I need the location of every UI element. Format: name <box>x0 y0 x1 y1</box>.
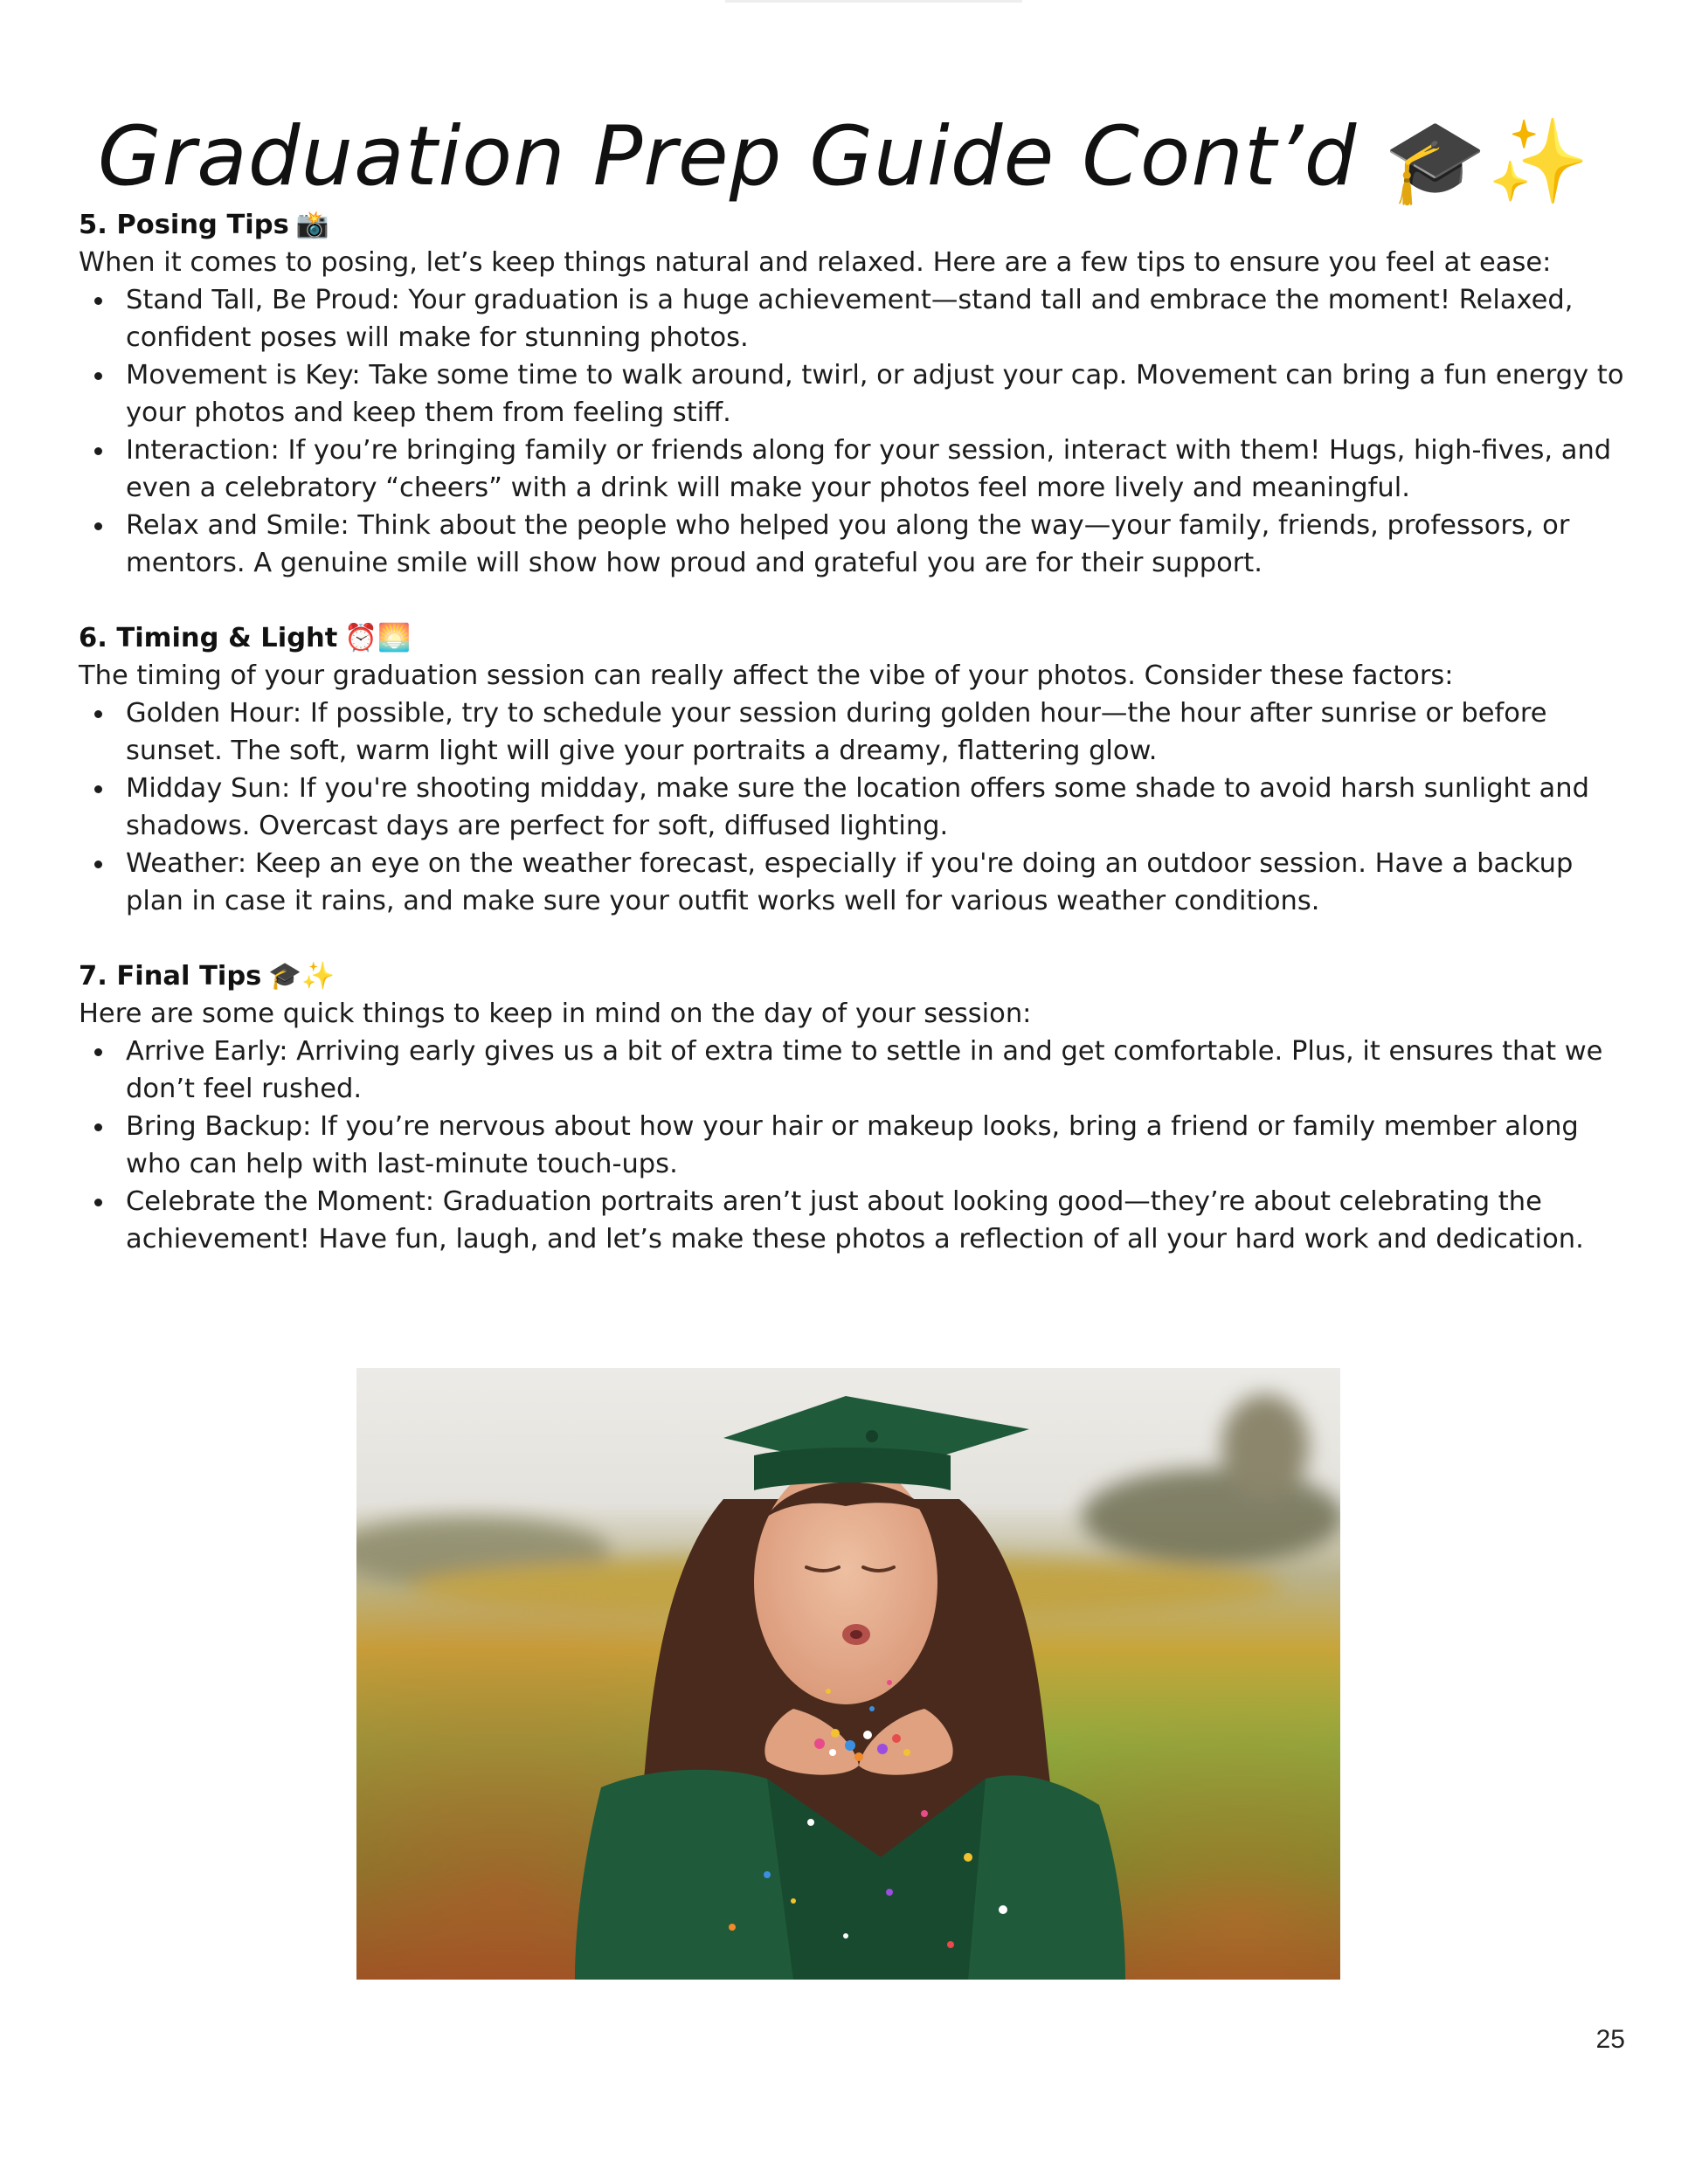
tips-list <box>79 695 1625 920</box>
graduation-cap-sparkles-icon: 🎓✨ <box>1384 114 1591 211</box>
section-intro: When it comes to posing, let’s keep things natural and relaxed. Here are a few tips to ensure you feel at ease: <box>79 247 1552 278</box>
list-item: Interaction: If you’re bringing family or friends along for your session, interact with them! Hugs, high-fives, and even a celebratory “cheers” with a drink will make your photos feel more lively and meaningful. <box>126 432 1625 507</box>
tips-list <box>79 281 1625 582</box>
section-intro: The timing of your graduation session can really affect the vibe of your photos. Consider these factors: <box>79 660 1454 691</box>
list-item: Stand Tall, Be Proud: Your graduation is a huge achievement—stand tall and embrace the moment! Relaxed, confident poses will make for stunning photos. <box>126 281 1625 356</box>
section-posing-tips <box>79 206 1625 582</box>
list-item: Midday Sun: If you're shooting midday, make sure the location offers some shade to avoid harsh sunlight and shadows. Overcast days are perfect for soft, diffused lighting. <box>126 770 1625 845</box>
alarm-clock-sunrise-icon: ⏰🌅 <box>344 623 412 653</box>
graduation-cap-sparkles-icon: 🎓✨ <box>268 961 336 992</box>
page-title-text: Graduation Prep Guide Cont’d <box>97 108 1358 204</box>
camera-icon: 📸 <box>295 210 329 240</box>
section-heading-text: 6. Timing & Light <box>79 623 338 653</box>
tips-list <box>79 1033 1625 1258</box>
list-item: Weather: Keep an eye on the weather forecast, especially if you're doing an outdoor session. Have a backup plan in case it rains, and make sure your outfit works well for various weather conditions. <box>126 845 1625 920</box>
page-number: 25 <box>1595 2025 1625 2054</box>
section-heading <box>79 206 1625 244</box>
top-edge-strip <box>725 0 1022 3</box>
section-heading-text: 7. Final Tips <box>79 961 262 992</box>
section-heading <box>79 957 1625 995</box>
section-intro: Here are some quick things to keep in mind on the day of your session: <box>79 999 1032 1029</box>
guide-content <box>79 206 1625 1296</box>
section-heading <box>79 619 1625 657</box>
section-final-tips <box>79 957 1625 1258</box>
list-item: Golden Hour: If possible, try to schedule your session during golden hour—the hour after sunrise or before sunset. The soft, warm light will give your portraits a dreamy, flattering glow. <box>126 695 1625 770</box>
list-item: Movement is Key: Take some time to walk around, twirl, or adjust your cap. Movement can bring a fun energy to your photos and keep them from feeling stiff. <box>126 356 1625 432</box>
page-title <box>0 109 1688 210</box>
list-item: Arrive Early: Arriving early gives us a bit of extra time to settle in and get comfortable. Plus, it ensures that we don’t feel rushed. <box>126 1033 1625 1108</box>
photo-illustration <box>356 1368 1340 1980</box>
graduate-blowing-confetti-photo <box>356 1368 1340 1980</box>
section-heading-text: 5. Posing Tips <box>79 210 289 240</box>
list-item: Bring Backup: If you’re nervous about how your hair or makeup looks, bring a friend or family member along who can help with last-minute touch-ups. <box>126 1108 1625 1183</box>
section-timing-light <box>79 619 1625 920</box>
list-item: Celebrate the Moment: Graduation portraits aren’t just about looking good—they’re about celebrating the achievement! Have fun, laugh, and let’s make these photos a reflection of all your hard work and dedication. <box>126 1183 1625 1258</box>
list-item: Relax and Smile: Think about the people who helped you along the way—your family, friends, professors, or mentors. A genuine smile will show how proud and grateful you are for their support. <box>126 507 1625 582</box>
